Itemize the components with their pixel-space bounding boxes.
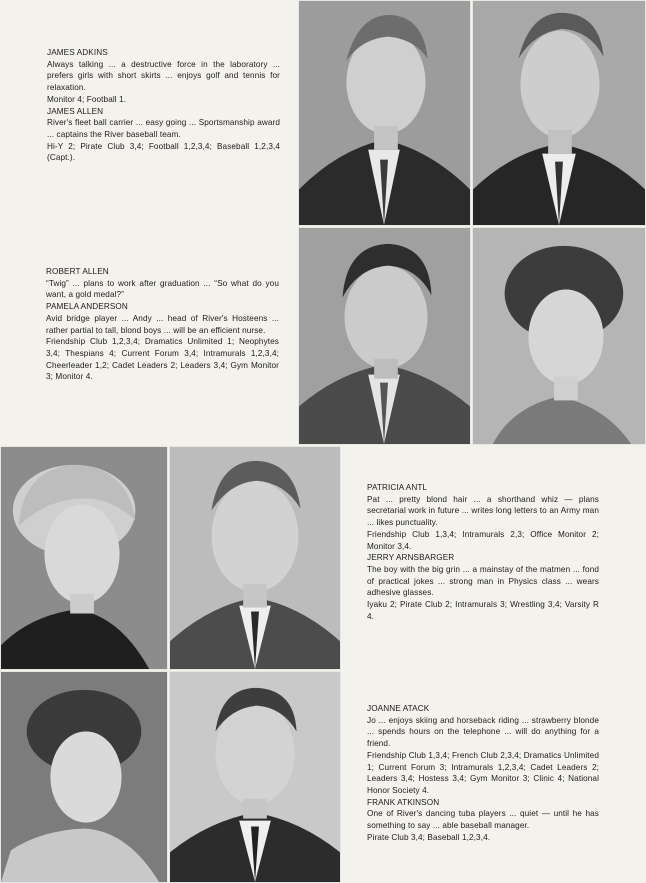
bio-entry [367,703,599,797]
student-name: JOANNE ATACK [367,704,430,713]
student-activities: Pirate Club 3,4; Baseball 1,2,3,4. [367,832,491,842]
student-description: Jo ... enjoys skiing and horseback riding ... strawberry blonde ... spends hours on the telephone ... will do anything for a friend. [367,715,599,749]
bio-entry [47,47,280,106]
student-description: Always talking ... a destructive force in the laboratory ... prefers girls with short skirts ... enjoys golf and tennis for relaxation. [47,59,280,93]
student-description: One of River's dancing tuba players ... quiet — until he has something to say ... able baseball manager. [367,809,599,831]
student-name: JAMES ADKINS [47,48,108,57]
bio-block-allen-anderson [46,266,279,383]
student-activities: Friendship Club 1,3,4; French Club 2,3,4; Dramatics Unlimited 1; Current Forum 3; Intramurals 1,2,3,4; Cadet Leaders 2; Leaders 3,4; Hostess 3,4; Gym Monitor 3; Clinic 4; National Honor Society 4. [367,750,599,795]
portrait-robert-allen [298,227,471,445]
portrait-patricia-antl [0,446,168,670]
portrait-jerry-arnsbarger [169,446,341,670]
student-description: River's fleet ball carrier ... easy going ... Sportsmanship award ... captains the River baseball team. [47,118,280,139]
bio-entry [367,482,599,552]
student-description: “Twig” ... plans to work after graduation ... “So what do you want, a gold medal?” [46,278,279,300]
student-activities: Hi-Y 2; Pirate Club 3,4; Football 1,2,3,4; Baseball 1,2,3,4 (Capt.). [47,141,280,163]
student-description: The boy with the big grin ... a mainstay of the matmen ... fond of practical jokes ... strong man in Physics class ... wears adhesive glasses. [367,564,599,598]
bio-entry [46,301,279,383]
bio-entry [46,266,279,301]
student-name: JAMES ALLEN [47,106,104,116]
portrait-frank-atkinson [169,671,341,883]
student-activities: Friendship Club 1,2,3,4; Dramatics Unlimited 1; Neophytes 3,4; Thespians 4; Current Forum 3,4; Intramurals 1,2,3,4; Cheerleader 1,2; Cadet Leaders 2; Leaders 3,4; Gym Monitor 3; Monitor 4. [46,337,279,382]
student-name: PAMELA ANDERSON [46,302,128,312]
bio-entry [367,797,599,844]
portrait-james-allen [472,0,646,226]
portrait-james-adkins [298,0,471,226]
student-name: ROBERT ALLEN [46,267,109,276]
student-name: FRANK ATKINSON [367,797,440,807]
bio-entry [367,552,599,622]
portrait-joanne-atack [0,671,168,883]
student-name: JERRY ARNSBARGER [367,553,455,563]
student-activities: Friendship Club 1,3,4; Intramurals 2,3; Office Monitor 2; Monitor 3,4. [367,529,599,551]
student-activities: Iyaku 2; Pirate Club 2; Intramurals 3; Wrestling 3,4; Varsity R 4. [367,600,599,621]
bio-entry [47,106,280,165]
bio-block-atack-atkinson [367,703,599,843]
student-activities: Monitor 4; Football 1. [47,94,127,104]
bio-block-antl-arnsbarger [367,482,599,622]
bio-block-adkins-allen [47,47,280,164]
student-description: Avid bridge player ... Andy ... head of River's Hosteens ... rather partial to tall, blond boys ... will be an efficient nurse. [46,313,279,335]
portrait-pamela-anderson [472,227,646,445]
student-name: PATRICIA ANTL [367,483,428,492]
student-description: Pat ... pretty blond hair ... a shorthand whiz — plans secretarial work in future ... writes long letters to an Army man ... likes punctuality. [367,494,599,528]
